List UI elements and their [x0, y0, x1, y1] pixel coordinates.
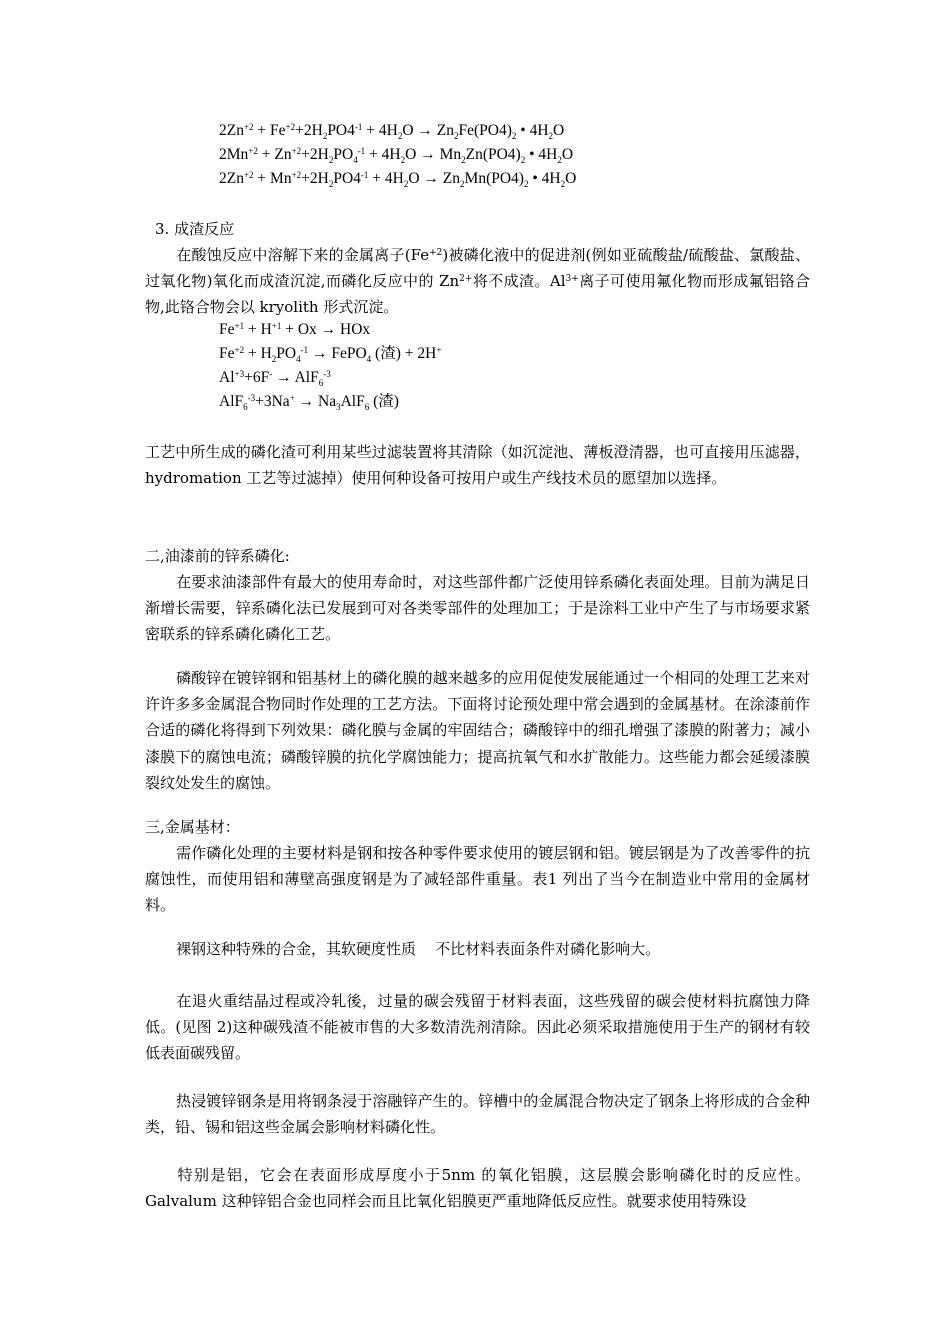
equation-alf6: $Al^{+3}+6F^- \to AlF_6^{-3}$ [219, 369, 331, 388]
paragraph-paint-1: 在要求油漆部件有最大的使用寿命时，对这些部件都广泛使用锌系磷化表面处理。目前为满足日渐增长需要，锌系磷化法已发展到可对各类零部件的处理加工；于是涂料工业中产生了与市场要求紧密联系的锌系磷化磷化工艺。 [145, 573, 810, 644]
equation-zn-mn: $2Zn^{+2} + Mn^{+2}+2H_2PO4^{-1} + 4H_2O \to Zn_2Mn(PO4)_2$ • $4H_2O$ [219, 170, 577, 189]
equation-mn-zn: $2Mn^{+2} + Zn^{+2}+2H_2PO_4^{-1} + 4H_2O \to Mn_2Zn(PO4)_2$ • $4H_2O$ [219, 146, 574, 165]
paragraph-slag-reaction: 在酸蚀反应中溶解下来的金属离子$(Fe^{+2})$被磷化液中的促进剂(例如亚硫酸盐/硫酸盐、氯酸盐、过氧化物)氧化而成渣沉淀,而磷化反应中的 $Zn^{2+}$将不成渣。$Al^{3+}$离子可使用氟化物而形成氟铝铬合物,此铬合物会以 kryolith 形式沉淀。 [145, 246, 810, 317]
paragraph-metal-3: 在退火重结晶过程或冷轧後，过量的碳会残留于材料表面，这些残留的碳会使材料抗腐蚀力降低。(见图 2)这种碳残渣不能被市售的大多数清洗剂清除。因此必须采取措施使用于生产的钢材有较低表面碳残留。 [145, 992, 810, 1063]
paragraph-metal-4: 热浸镀锌钢条是用将钢条浸于溶融锌产生的。锌槽中的金属混合物决定了钢条上将形成的合金种类，铅、锡和铝这些金属会影响材料磷化性。 [145, 1092, 810, 1137]
section-heading-paint: 二,油漆前的锌系磷化: [145, 547, 290, 565]
paragraph-sludge-removal: 工艺中所生成的磷化渣可利用某些过滤装置将其清除（如沉淀池、薄板澄清器，也可直接用压滤器，hydromation 工艺等过滤掉）使用何种设备可按用户或生产线技术员的愿望加以选择。 [145, 443, 810, 488]
equation-fepo4: $Fe^{+2} + H_2PO_4^{-1}$ → FePO$_4$ (渣) + 2H+ [219, 345, 442, 364]
section-heading-slag: 3. 成渣反应 [155, 220, 235, 238]
paragraph-metal-1: 需作磷化处理的主要材料是钢和按各种零件要求使用的镀层钢和铝。镀层钢是为了改善零件的抗腐蚀性，而使用铝和薄壁高强度钢是为了减轻部件重量。表1 列出了当今在制造业中常用的金属材料。 [145, 844, 810, 915]
equation-zn-fe: $2Zn^{+2} + Fe^{+2}+2H_2PO4^{-1} + 4H_2O \to Zn_2Fe(PO4)_2$ • $4H_2O$ [219, 122, 565, 141]
paragraph-metal-5: 特别是铝，它会在表面形成厚度小于5nm 的氧化铝膜，这层膜会影响磷化时的反应性。Galvalum 这种锌铝合金也同样会而且比氧化铝膜更严重地降低反应性。就要求使用特殊设 [145, 1166, 810, 1211]
paragraph-paint-2: 磷酸锌在镀锌钢和铝基材上的磷化膜的越来越多的应用促使发展能通过一个相同的处理工艺来对许许多多金属混合物同时作处理的工艺方法。下面将讨论预处理中常会遇到的金属基材。在涂漆前作合适的磷化将得到下列效果：磷化膜与金属的牢固结合；磷酸锌中的细孔增强了漆膜的附著力；减小漆膜下的腐蚀电流；磷酸锌膜的抗化学腐蚀能力；提高抗氧气和水扩散能力。这些能力都会延缓漆膜裂纹处发生的腐蚀。 [145, 669, 810, 792]
section-heading-metal: 三,金属基材： [145, 818, 240, 836]
equation-kryolith: $AlF_6^{-3}+3Na^+ \to Na_3AlF_6$ (渣) [219, 393, 399, 412]
equation-fe-oxidation: $Fe^{+1} + H^{+1} + Ox$ → HOx [219, 321, 371, 338]
equation-block-phosphating [219, 119, 576, 191]
paragraph-metal-2: 裸钢这种特殊的合金，其软硬度性质 不比材料表面条件对磷化影响大。 [176, 940, 661, 958]
equation-block-slag [219, 318, 441, 414]
